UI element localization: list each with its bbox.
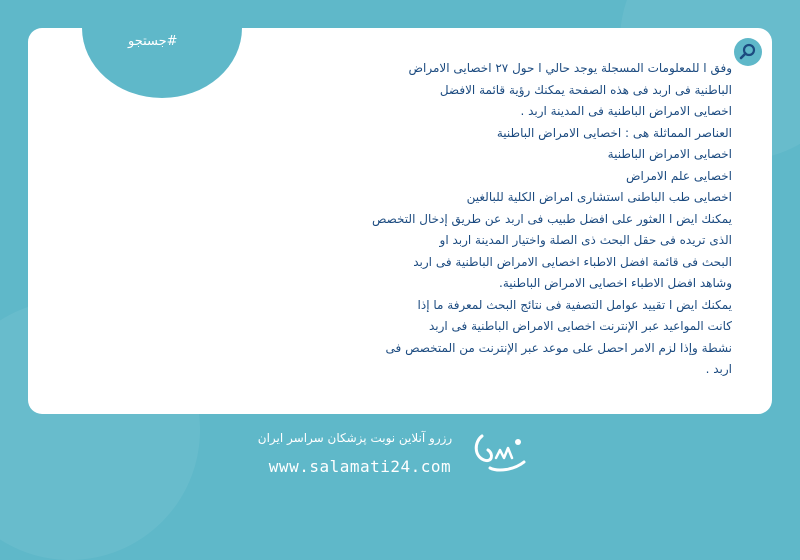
- text-line: الباطنية فی اربد فی هذه الصفحة يمكنك رؤية قائمة الافضل: [439, 82, 732, 97]
- text-line: اربد .: [705, 362, 732, 376]
- text-line: يمكنك ايض ا تقييد عوامل التصفية فی نتائج البحث لمعرفة ما إذا: [417, 297, 732, 312]
- content-card: [28, 28, 772, 414]
- text-line: اخصايی علم الامراض: [626, 168, 732, 183]
- text-line: البحث فی قائمة افضل الاطباء اخصايی الامراض الباطنية فی اربد: [413, 254, 732, 269]
- text-line: كانت المواعيد عبر الإنترنت اخصايی الامراض الباطنية فی اربد: [428, 319, 732, 333]
- hashtag-label[interactable]: #جستجو: [128, 34, 178, 49]
- text-line: نشطة وإذا لزم الامر احصل علی موعد عبر الإنترنت من المتخصص فی: [385, 340, 732, 355]
- text-line: الذی تريده فی حقل البحث ذی الصلة واختيار المدينة اربد او: [439, 233, 732, 247]
- text-line: اخصايی الامراض الباطنية: [607, 147, 732, 161]
- text-line: وشاهد افضل الاطباء اخصايی الامراض الباطنية.: [499, 276, 732, 290]
- search-icon-glyph: [739, 43, 757, 61]
- text-line: العناصر المماثلة هی : اخصايی الامراض الباطنية: [496, 125, 732, 140]
- description-text: [262, 58, 732, 381]
- footer-url[interactable]: www.salamati24.com: [268, 457, 452, 476]
- footer-tagline: رزرو آنلاین نوبت پزشکان سراسر ایران: [257, 431, 453, 445]
- text-line: وفق ا للمعلومات المسجلة يوجد حالي ا حول ٢٧ اخصايی الامراض: [408, 61, 732, 75]
- search-icon[interactable]: [734, 38, 762, 66]
- salamati-logo-icon: [470, 428, 530, 478]
- text-line: اخصايی طب الباطنی استشاری امراض الكلية للبالغين: [466, 190, 732, 204]
- text-line: اخصايی الامراض الباطنية فی المدينة اربد .: [520, 104, 732, 118]
- text-line: يمكنك ايض ا العثور علی افضل طبيب فی اربد عن طريق إدخال التخصص: [371, 211, 732, 226]
